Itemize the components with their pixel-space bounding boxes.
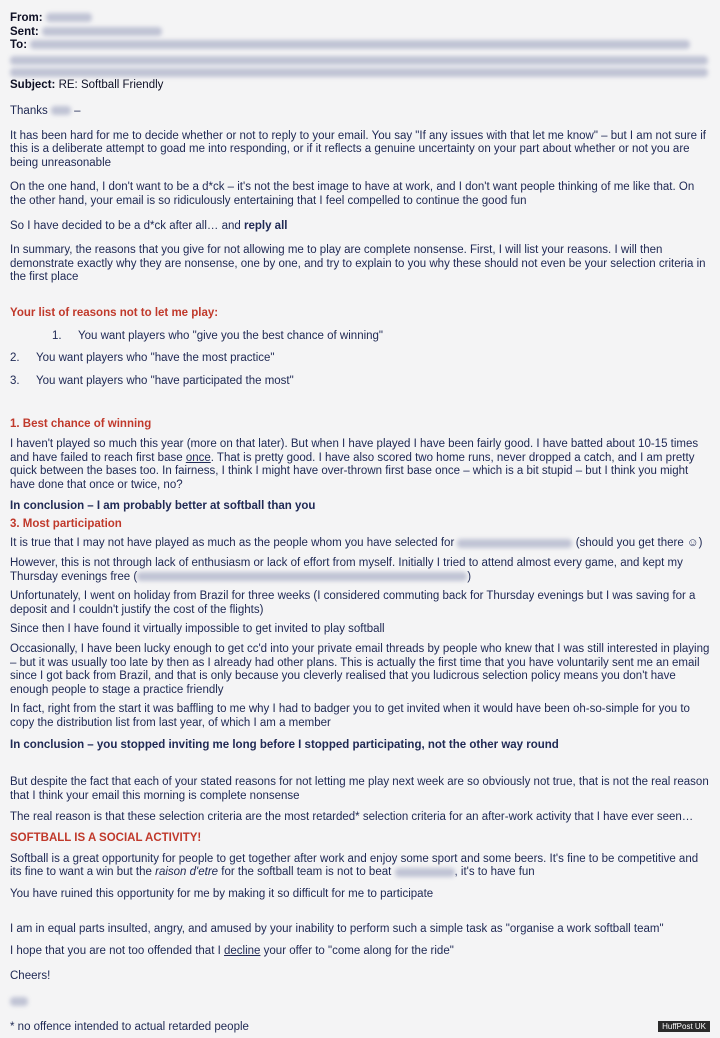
section-heading: 3. Most participation xyxy=(10,517,122,530)
paragraph: The real reason is that these selection criteria are the most retarded* selection criteria for an after-work activity that I have ever seen… xyxy=(10,811,694,824)
paragraph: In summary, the reasons that you give for not allowing me to play are complete nonsense. First, I will list your reasons. I will then demonstrate exactly why they are nonsense, one by one, and try to explain to you why these should not even be your selection criteria in the first place xyxy=(10,244,706,284)
redacted-recipients xyxy=(30,40,690,49)
list-heading: Your list of reasons not to let me play: xyxy=(10,306,219,319)
paragraph: Occasionally, I have been lucky enough to get cc'd into your private email threads by people who knew that I was still interested in playing – but it was usually too late by then as I already had other plans. This is actually the first time that you have voluntarily sent me an email since I got back from Brazil, and that is only because you cleverly realised that you ludicrous selection policy means you don't have enough people to stage a practice friendly xyxy=(10,643,710,696)
to-row: To: xyxy=(10,39,710,77)
paragraph: On the one hand, I don't want to be a d*ck – it's not the best image to have at work, and I don't want people thinking of me like that. On the other hand, your email is so ridiculously entertaining that I feel compelled to continue the good fun xyxy=(10,181,695,207)
paragraph: In fact, right from the start it was baffling to me why I had to badger you to get invited when it would have been oh-so-simple for you to copy the distribution list from last year, of which I am a member xyxy=(10,703,690,729)
redacted-signature xyxy=(10,995,710,1009)
paragraph: Softball is a great opportunity for people to get together after work and enjoy some sport and some beers. It's fine to be competitive and its fine to want a win but the raison d'etre for the softball team is not to beat , it's to have fun xyxy=(10,852,699,879)
footnote: * no offence intended to actual retarded people xyxy=(10,1020,249,1033)
list-item: 2. You want players who "have the most practice" xyxy=(10,352,275,365)
paragraph: I am in equal parts insulted, angry, and amused by your inability to perform such a simple task as "organise a work softball team" xyxy=(10,923,664,936)
subject-value: RE: Softball Friendly xyxy=(58,78,164,91)
subject-row: Subject: RE: Softball Friendly xyxy=(10,78,164,91)
list-item: 3. You want players who "have participated the most" xyxy=(10,374,294,387)
paragraph: But despite the fact that each of your stated reasons for not letting me play next week are so obviously not true, that is not the real reason that I think your email this morning is complete nonsense xyxy=(10,776,709,802)
redacted-date xyxy=(42,27,162,36)
list-item: 1. You want players who "give you the best chance of winning" xyxy=(52,329,384,342)
paragraph: I haven't played so much this year (more on that later). But when I have played I have been fairly good. I have batted about 10-15 times and have failed to reach first base once. That is pretty good. I have also scored two home runs, never dropped a catch, and I am pretty quick between the bases too. In fairness, I think I might have over-thrown first base once – which is a bit stupid – but I think you might have done that once or twice, no? xyxy=(10,437,699,491)
paragraph: Since then I have found it virtually impossible to get invited to play softball xyxy=(10,623,385,636)
paragraph: I hope that you are not too offended that I decline your offer to "come along for the ride" xyxy=(10,944,454,957)
email-document xyxy=(10,12,710,1034)
paragraph: It is true that I may not have played as much as the people whom you have selected for (should you get there ☺) xyxy=(10,537,703,550)
source-badge: HuffPost UK xyxy=(658,1021,710,1032)
paragraph: So I have decided to be a d*ck after all… and reply all xyxy=(10,219,288,232)
section-heading: 1. Best chance of winning xyxy=(10,418,152,431)
paragraph: You have ruined this opportunity for me by making it so difficult for me to participate xyxy=(10,887,434,900)
conclusion: In conclusion – you stopped inviting me long before I stopped participating, not the other way round xyxy=(10,738,559,751)
paragraph: Unfortunately, I went on holiday from Brazil for three weeks (I considered commuting back for Thursday evenings but I was saving for a deposit and I couldn't justify the cost of the flights) xyxy=(10,590,696,616)
paragraph: It has been hard for me to decide whether or not to reply to your email. You say "If any issues with that let me know" – but I am not sure if this is a deliberate attempt to goad me into responding, or if it reflects a genuine uncertainty on your part about whether or not you are being unreasonable xyxy=(10,129,706,169)
email-header xyxy=(10,12,710,92)
paragraph: However, this is not through lack of enthusiasm or lack of effort from myself. Initially I tried to attend almost every game, and kept my Thursday evenings free ( ) xyxy=(10,557,683,583)
conclusion: In conclusion – I am probably better at softball than you xyxy=(10,500,316,513)
from-row: From: xyxy=(10,12,710,26)
social-heading: SOFTBALL IS A SOCIAL ACTIVITY! xyxy=(10,831,202,844)
sent-row: Sent: xyxy=(10,26,710,40)
greeting: Thanks – xyxy=(10,105,81,117)
sign-off: Cheers! xyxy=(10,969,51,982)
redacted-sender xyxy=(46,13,92,22)
